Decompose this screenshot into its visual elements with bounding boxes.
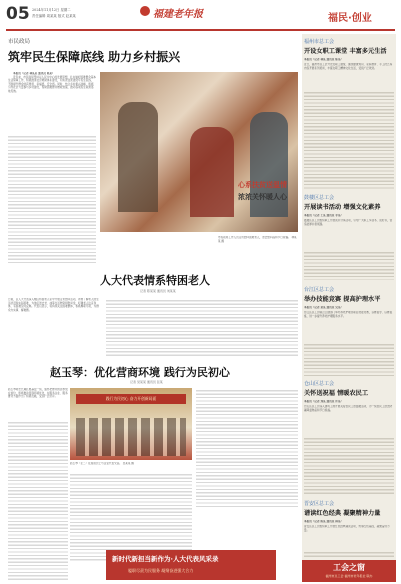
sidebar-item-body: 近日，福州市总工会开设女职工课堂，围绕健康知识、家庭教育、手工技艺等内容开展系列培训，丰富女职工精神文化生活，受到广泛欢迎。	[304, 63, 393, 70]
sidebar-banner-title: 工会之窗	[333, 563, 365, 572]
photo-people-row	[76, 418, 186, 456]
sidebar-item-byline: 本报讯（记者 林某 通讯员 陈某）	[304, 58, 344, 61]
bottom-body-text: 赵玉琴同志长期扎根基层一线，始终把群众的需求放在首位，积极推动营商环境优化，在服务企业、服务群众方面作出了积极贡献，受到广泛好评。	[8, 388, 68, 399]
middle-article-body	[8, 298, 298, 358]
sidebar	[302, 34, 396, 582]
sidebar-item-headline: 举办技能竞赛 提高护理水平	[304, 296, 381, 303]
sidebar-banner-subtitle: 福州市总工会 福州市老年报社 联办	[325, 574, 373, 578]
footer-line2: 履职尽责为民服务 凝聚奋进强大合力	[128, 568, 194, 573]
footer-banner	[106, 550, 276, 580]
text-column-placeholder	[106, 298, 298, 356]
sidebar-item-body: 台江区总工会联合卫健部门举办养老护理员职业技能竞赛，以赛促学、以赛促练，进一步提升养老护理服务水平。	[304, 311, 393, 318]
logo-text: 福建老年报	[153, 9, 203, 20]
sidebar-item-body: 晋安区总工会组织职工开展红色经典诵读活动，传承红色基因，凝聚奋进力量。	[304, 525, 390, 532]
text-column-placeholder	[8, 134, 96, 264]
text-column-placeholder	[304, 436, 394, 496]
sidebar-item-headline: 开展读书活动 增强文化素养	[304, 204, 381, 211]
photo-overlay-line1: 心系扶贫送温情	[238, 181, 287, 189]
sidebar-item-body: 鼓楼区总工会组织职工开展读书分享活动，引导广大职工多读书、读好书，营造浓厚书香氛围。	[304, 219, 393, 226]
masthead	[0, 0, 401, 32]
photo-overlay-line2: 浓浓关怀暖人心	[238, 193, 287, 201]
date-line: 2024年11月12日 星期二	[32, 8, 71, 12]
sidebar-item-kicker: 鼓楼区总工会	[304, 195, 335, 201]
page-number: 05	[6, 4, 30, 24]
text-column-placeholder	[304, 250, 394, 280]
text-column-placeholder	[70, 472, 192, 562]
section-title: 福民·创业	[328, 13, 372, 24]
middle-headline: 人大代表情系特困老人	[100, 274, 210, 287]
sidebar-item-kicker: 仓山区总工会	[304, 381, 335, 387]
logo-emblem-icon	[140, 6, 150, 16]
sidebar-bottom-banner	[302, 560, 396, 582]
article-headline: 筑牢民生保障底线 助力乡村振兴	[8, 50, 181, 64]
sidebar-item-headline: 谱读红色经典 凝聚精神力量	[304, 510, 381, 517]
sidebar-item-byline: 本报讯（记者 王某 通讯员 李某）	[304, 214, 344, 217]
photo-figure-left	[118, 102, 158, 212]
sidebar-item-byline: 本报讯（记者 郑某 通讯员 许某）	[304, 400, 344, 403]
sidebar-item-body: 仓山区总工会深入建筑工地开展关爱农民工送温暖活动，为一线农民工送去防暑降温物品和节日祝福。	[304, 405, 393, 412]
article-body-text: 近年来，市民政局坚持以人民为中心的发展思想，扎实做好困难群众基本生活保障工作，积极推进社会救助体系建设，切实兜住兜准兜牢民生底线，不断提升群众的获得感、幸福感、安全感。同时，结合乡村振兴战略，积极引导社会力量参与乡村建设，帮助困难群众增收致富，推动各项民生政策落地见效。	[8, 75, 96, 93]
bottom-headline: 赵玉琴：优化营商环境 践行为民初心	[50, 366, 230, 379]
article-kicker: 市民政局	[8, 39, 31, 45]
sidebar-item-kicker: 台江区总工会	[304, 287, 335, 293]
middle-body-text: 日前，区人大代表深入辖区特困老人家中开展走访慰问活动，详细了解老人的生活状况和实际困难，为他们送去米、油等生活物资和慰问金，叮嘱老人注意身体，有困难及时反映。代表们表示，将持续关注困难群体，积极履职尽责，为群众办实事、解难题。	[8, 298, 99, 312]
sidebar-item-byline: 本报讯（记者 陈某 通讯员 林某）	[304, 520, 344, 523]
masthead-rule	[6, 29, 395, 31]
article-byline: 本报讯（记者 林某某 通讯员 陈某）	[13, 72, 55, 75]
editor-line: 责任编辑 周某某 版式 赵某某	[32, 14, 76, 18]
photo-top	[100, 72, 298, 232]
photo-top-caption: 市民政局工作人员走访慰问困难老人，送去慰问品和节日祝福。 林某某 摄	[218, 236, 297, 243]
bottom-photo-caption: 赵玉琴（左二）在座谈会上与企业代表交流。 吴某某 摄	[70, 462, 134, 465]
sidebar-item-kicker: 福州市总工会	[304, 39, 335, 45]
photo-figure-center	[190, 127, 234, 217]
sidebar-item-byline: 本报讯（记者 黄某 通讯员 吴某）	[304, 306, 344, 309]
text-column-placeholder	[304, 550, 394, 558]
sidebar-item-headline: 开设女职工课堂 丰富多元生活	[304, 48, 387, 55]
middle-byline: 记者 陈某某 通讯员 刘某某	[140, 289, 176, 293]
text-column-placeholder	[8, 420, 68, 580]
sidebar-item-kicker: 晋安区总工会	[304, 501, 335, 507]
main-article	[8, 37, 298, 65]
bottom-byline: 记者 吴某某 通讯员 张某	[130, 380, 163, 384]
sidebar-item-headline: 关怀送祝福 情暖农民工	[304, 390, 369, 397]
text-column-placeholder	[304, 342, 394, 376]
photo-banner: 践行为民初心 奋力开创新局面	[76, 394, 186, 404]
footer-line1: 新时代新担当新作为·人大代表风采录	[112, 555, 219, 563]
text-column-placeholder	[304, 90, 394, 190]
photo-bottom	[70, 388, 192, 460]
text-column-placeholder	[196, 388, 298, 508]
